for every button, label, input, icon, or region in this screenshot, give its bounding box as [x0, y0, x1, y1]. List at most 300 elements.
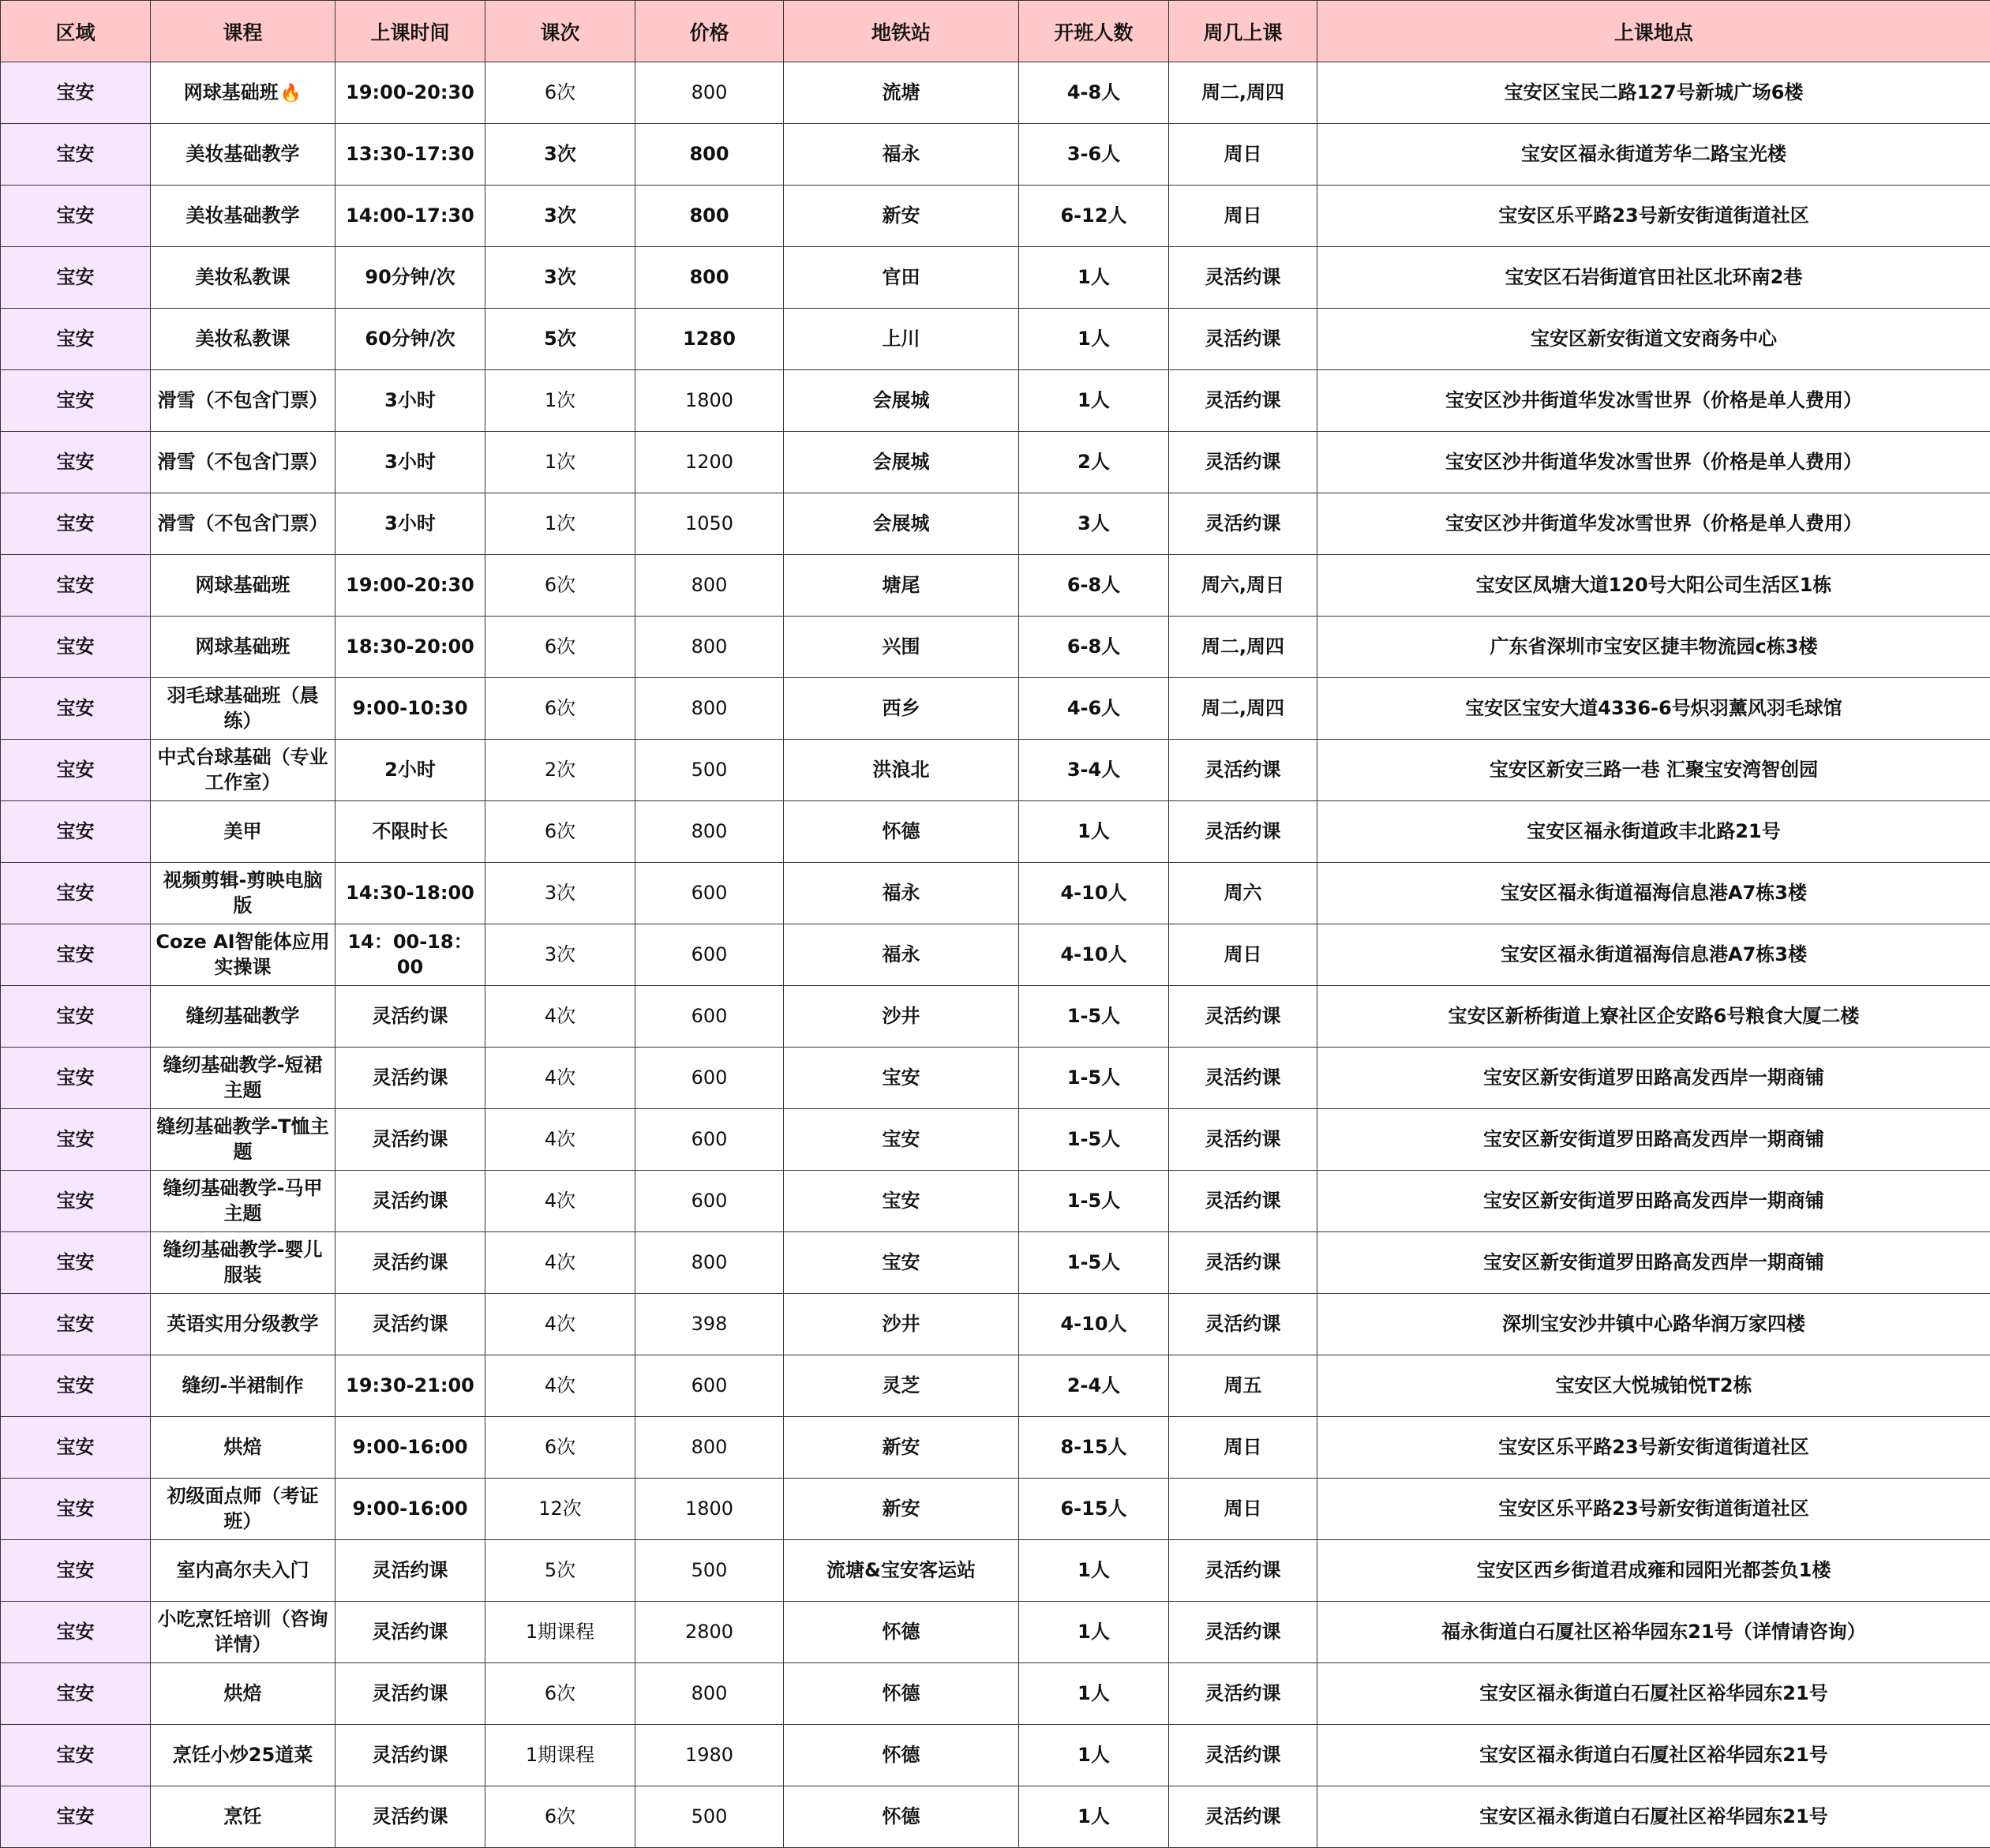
cell-time-text: 灵活约课 [372, 1312, 448, 1335]
cell-sessions [485, 1725, 635, 1786]
table-row [1, 740, 1990, 801]
cell-station-text: 西乡 [882, 696, 920, 719]
cell-course [151, 1171, 335, 1232]
cell-region [1, 924, 151, 986]
cell-weekday-text: 灵活约课 [1205, 1681, 1281, 1704]
cell-station [784, 924, 1019, 986]
cell-time [335, 432, 485, 493]
cell-class-size-text: 1人 [1077, 1681, 1110, 1704]
cell-course-text: 缝纫基础教学-婴儿服装 [163, 1239, 323, 1286]
cell-price-text: 600 [691, 1127, 728, 1150]
header-price: 价格 [635, 1, 784, 62]
cell-price-text: 800 [691, 1250, 728, 1273]
cell-course-text: 美妆私教课 [195, 265, 290, 288]
cell-course-text: 滑雪（不包含门票） [157, 512, 328, 534]
cell-region-text: 宝安 [56, 1497, 95, 1520]
cell-time [335, 1725, 485, 1786]
cell-weekday [1169, 1786, 1317, 1848]
cell-location-text: 宝安区福永街道芳华二路宝光楼 [1521, 142, 1786, 165]
cell-weekday [1169, 1540, 1317, 1602]
cell-price [635, 247, 784, 309]
cell-sessions-text: 6次 [544, 1435, 576, 1458]
cell-location [1317, 1171, 1990, 1232]
table-row [1, 678, 1990, 740]
cell-location [1317, 1355, 1990, 1417]
cell-price-text: 500 [691, 1558, 728, 1581]
cell-class-size-text: 1人 [1077, 388, 1110, 411]
table-row [1, 1663, 1990, 1725]
cell-price [635, 62, 784, 124]
cell-class-size-text: 4-10人 [1060, 943, 1127, 965]
cell-region-text: 宝安 [56, 81, 95, 103]
cell-weekday-text: 周五 [1224, 1374, 1262, 1396]
cell-class-size-text: 6-8人 [1066, 573, 1121, 596]
cell-location-text: 宝安区乐平路23号新安街道街道社区 [1498, 1435, 1809, 1458]
cell-price-text: 800 [689, 142, 729, 165]
cell-course [151, 986, 335, 1048]
cell-class-size [1019, 1602, 1169, 1663]
table-row [1, 1171, 1990, 1232]
cell-class-size-text: 1人 [1077, 1620, 1110, 1643]
cell-weekday-text: 周日 [1224, 943, 1262, 965]
cell-class-size [1019, 1048, 1169, 1109]
cell-region-text: 宝安 [56, 573, 95, 596]
cell-course-text: 视频剪辑-剪映电脑版 [163, 869, 323, 917]
cell-location-text: 宝安区大悦城铂悦T2栋 [1555, 1374, 1752, 1396]
cell-region-text: 宝安 [56, 943, 95, 965]
cell-weekday [1169, 186, 1317, 247]
cell-region-text: 宝安 [56, 1620, 95, 1643]
cell-station-text: 塘尾 [882, 573, 920, 596]
cell-price-text: 500 [691, 758, 728, 781]
cell-region [1, 1232, 151, 1294]
cell-sessions-text: 3次 [544, 204, 576, 227]
cell-sessions-text: 5次 [544, 1558, 576, 1581]
cell-weekday [1169, 740, 1317, 801]
cell-region [1, 309, 151, 370]
header-time: 上课时间 [335, 1, 485, 62]
cell-sessions [485, 370, 635, 432]
cell-course [151, 1232, 335, 1294]
cell-price-text: 800 [691, 81, 728, 103]
table-row [1, 247, 1990, 309]
cell-weekday-text: 周日 [1224, 204, 1262, 227]
cell-price-text: 600 [691, 1004, 728, 1027]
cell-station-text: 福永 [882, 142, 920, 165]
cell-location-text: 宝安区新安街道罗田路高发西岸一期商铺 [1483, 1189, 1824, 1212]
cell-class-size [1019, 863, 1169, 924]
table-row [1, 62, 1990, 124]
cell-location [1317, 617, 1990, 678]
cell-course-text: 烘焙 [223, 1435, 262, 1458]
table-row [1, 1294, 1990, 1355]
cell-region-text: 宝安 [56, 1066, 95, 1089]
cell-weekday-text: 周二,周四 [1201, 81, 1285, 103]
cell-price [635, 555, 784, 617]
table-row [1, 555, 1990, 617]
cell-location [1317, 1109, 1990, 1171]
cell-weekday [1169, 1479, 1317, 1540]
cell-class-size-text: 3-6人 [1066, 142, 1121, 165]
cell-class-size-text: 2人 [1077, 450, 1110, 473]
cell-price [635, 617, 784, 678]
cell-weekday [1169, 555, 1317, 617]
cell-price [635, 1725, 784, 1786]
cell-sessions-text: 4次 [544, 1066, 576, 1089]
cell-station-text: 流塘 [882, 81, 920, 103]
cell-price-text: 1280 [683, 327, 736, 350]
cell-class-size [1019, 1109, 1169, 1171]
cell-weekday [1169, 309, 1317, 370]
cell-region-text: 宝安 [56, 758, 95, 781]
cell-class-size [1019, 432, 1169, 493]
table-row [1, 1417, 1990, 1479]
cell-station [784, 678, 1019, 740]
cell-class-size-text: 1-5人 [1066, 1004, 1121, 1027]
cell-weekday-text: 灵活约课 [1205, 819, 1281, 842]
cell-time-text: 13:30-17:30 [346, 142, 474, 165]
cell-region-text: 宝安 [56, 819, 95, 842]
cell-weekday-text: 灵活约课 [1205, 265, 1281, 288]
cell-station [784, 1602, 1019, 1663]
cell-course-text: 缝纫基础教学-马甲主题 [163, 1177, 323, 1224]
cell-location-text: 宝安区新安街道罗田路高发西岸一期商铺 [1483, 1066, 1824, 1089]
cell-location-text: 宝安区福永街道福海信息港A7栋3楼 [1501, 943, 1807, 965]
cell-weekday [1169, 1663, 1317, 1725]
cell-station [784, 1417, 1019, 1479]
cell-sessions [485, 1171, 635, 1232]
cell-region [1, 432, 151, 493]
cell-time [335, 1109, 485, 1171]
cell-class-size [1019, 555, 1169, 617]
cell-sessions-text: 6次 [544, 819, 576, 842]
cell-course [151, 1663, 335, 1725]
cell-price [635, 1417, 784, 1479]
cell-price-text: 1800 [684, 388, 734, 411]
cell-time [335, 1602, 485, 1663]
cell-location [1317, 1294, 1990, 1355]
cell-weekday [1169, 493, 1317, 555]
cell-price [635, 1171, 784, 1232]
cell-class-size [1019, 370, 1169, 432]
cell-course [151, 62, 335, 124]
cell-location-text: 宝安区乐平路23号新安街道街道社区 [1498, 1497, 1809, 1520]
cell-region-text: 宝安 [56, 512, 95, 534]
cell-location-text: 福永街道白石厦社区裕华园东21号（详情请咨询） [1441, 1620, 1866, 1643]
cell-location-text: 宝安区福永街道白石厦社区裕华园东21号 [1479, 1743, 1828, 1766]
cell-time-text: 60分钟/次 [365, 327, 455, 350]
cell-time-text: 灵活约课 [372, 1681, 448, 1704]
cell-time-text: 14:30-18:00 [346, 881, 474, 904]
cell-station-text: 新安 [882, 1497, 920, 1520]
cell-sessions [485, 801, 635, 863]
cell-sessions [485, 1048, 635, 1109]
cell-station [784, 1109, 1019, 1171]
cell-time [335, 186, 485, 247]
cell-station [784, 432, 1019, 493]
cell-weekday-text: 周六,周日 [1201, 573, 1285, 596]
cell-region-text: 宝安 [56, 1250, 95, 1273]
cell-price-text: 1200 [684, 450, 734, 473]
cell-course [151, 1540, 335, 1602]
cell-weekday [1169, 124, 1317, 186]
cell-weekday-text: 灵活约课 [1205, 1743, 1281, 1766]
cell-course-text: 美妆基础教学 [186, 204, 300, 227]
cell-region [1, 1355, 151, 1417]
cell-course-text: 网球基础班 [183, 81, 279, 103]
cell-course-text: 网球基础班 [195, 635, 290, 658]
cell-class-size-text: 1人 [1077, 1558, 1110, 1581]
cell-time-text: 9:00-16:00 [352, 1435, 468, 1458]
cell-price-text: 800 [691, 696, 728, 719]
cell-class-size [1019, 678, 1169, 740]
cell-time [335, 617, 485, 678]
cell-time-text: 灵活约课 [372, 1004, 448, 1027]
cell-region-text: 宝安 [56, 265, 95, 288]
cell-station-text: 怀德 [882, 1805, 920, 1827]
cell-region [1, 986, 151, 1048]
cell-region-text: 宝安 [56, 204, 95, 227]
cell-price-text: 398 [691, 1312, 728, 1335]
cell-class-size-text: 4-10人 [1060, 881, 1127, 904]
cell-sessions-text: 4次 [544, 1374, 576, 1396]
cell-price-text: 600 [691, 881, 728, 904]
cell-class-size [1019, 1294, 1169, 1355]
cell-region-text: 宝安 [56, 1004, 95, 1027]
cell-location [1317, 1048, 1990, 1109]
cell-price-text: 800 [691, 819, 728, 842]
cell-weekday [1169, 1048, 1317, 1109]
cell-price [635, 1232, 784, 1294]
cell-class-size [1019, 247, 1169, 309]
cell-sessions [485, 740, 635, 801]
cell-sessions [485, 432, 635, 493]
cell-time-text: 灵活约课 [372, 1189, 448, 1212]
cell-weekday [1169, 1171, 1317, 1232]
cell-station [784, 62, 1019, 124]
cell-location [1317, 1602, 1990, 1663]
cell-course [151, 1294, 335, 1355]
cell-location [1317, 740, 1990, 801]
table-body [1, 62, 1990, 1848]
cell-region-text: 宝安 [56, 450, 95, 473]
cell-weekday-text: 灵活约课 [1205, 1620, 1281, 1643]
cell-sessions-text: 1期课程 [525, 1743, 595, 1766]
cell-time-text: 9:00-10:30 [352, 696, 468, 719]
cell-station [784, 1479, 1019, 1540]
cell-station-text: 官田 [882, 265, 920, 288]
cell-sessions-text: 4次 [544, 1127, 576, 1150]
cell-price [635, 986, 784, 1048]
cell-sessions-text: 4次 [544, 1189, 576, 1212]
header-row [1, 1, 1990, 62]
cell-location [1317, 432, 1990, 493]
cell-time [335, 1479, 485, 1540]
cell-class-size [1019, 1417, 1169, 1479]
cell-location-text: 宝安区福永街道白石厦社区裕华园东21号 [1479, 1681, 1828, 1704]
cell-time [335, 986, 485, 1048]
cell-sessions-text: 1次 [544, 388, 576, 411]
cell-sessions-text: 3次 [544, 142, 576, 165]
cell-time [335, 1048, 485, 1109]
cell-class-size [1019, 986, 1169, 1048]
cell-price [635, 1109, 784, 1171]
cell-class-size-text: 6-15人 [1060, 1497, 1127, 1520]
cell-location [1317, 493, 1990, 555]
cell-station [784, 740, 1019, 801]
cell-course [151, 186, 335, 247]
cell-time-text: 18:30-20:00 [346, 635, 474, 658]
cell-station-text: 灵芝 [882, 1374, 920, 1396]
cell-weekday [1169, 801, 1317, 863]
cell-course-text: 羽毛球基础班（晨练） [167, 684, 319, 732]
cell-class-size [1019, 1725, 1169, 1786]
cell-station [784, 863, 1019, 924]
cell-time [335, 924, 485, 986]
cell-sessions-text: 1期课程 [525, 1620, 595, 1643]
cell-class-size [1019, 1786, 1169, 1848]
header-region: 区域 [1, 1, 151, 62]
cell-class-size [1019, 1540, 1169, 1602]
cell-region [1, 62, 151, 124]
cell-weekday-text: 灵活约课 [1205, 1250, 1281, 1273]
cell-location-text: 宝安区凤塘大道120号大阳公司生活区1栋 [1475, 573, 1832, 596]
cell-station [784, 124, 1019, 186]
cell-location-text: 宝安区石岩街道官田社区北环南2巷 [1505, 265, 1803, 288]
cell-price-text: 1800 [684, 1497, 734, 1520]
cell-location [1317, 678, 1990, 740]
cell-sessions [485, 1355, 635, 1417]
cell-course [151, 801, 335, 863]
cell-region-text: 宝安 [56, 1189, 95, 1212]
cell-weekday [1169, 1294, 1317, 1355]
cell-course-text: 烹饪 [223, 1805, 262, 1827]
cell-station [784, 801, 1019, 863]
cell-course [151, 740, 335, 801]
cell-sessions-text: 4次 [544, 1250, 576, 1273]
cell-course-text: 初级面点师（考证班） [167, 1485, 319, 1532]
cell-sessions [485, 1479, 635, 1540]
cell-weekday-text: 灵活约课 [1205, 1312, 1281, 1335]
cell-class-size [1019, 924, 1169, 986]
cell-time-text: 3小时 [384, 512, 436, 534]
cell-sessions-text: 4次 [544, 1312, 576, 1335]
cell-price [635, 924, 784, 986]
cell-region [1, 678, 151, 740]
table-row [1, 617, 1990, 678]
cell-station-text: 怀德 [882, 819, 920, 842]
cell-weekday [1169, 986, 1317, 1048]
cell-location [1317, 247, 1990, 309]
cell-region [1, 617, 151, 678]
cell-weekday-text: 灵活约课 [1205, 388, 1281, 411]
cell-weekday [1169, 617, 1317, 678]
cell-station-text: 会展城 [872, 512, 930, 534]
cell-station [784, 1540, 1019, 1602]
cell-class-size-text: 2-4人 [1066, 1374, 1121, 1396]
cell-time [335, 247, 485, 309]
cell-weekday [1169, 1725, 1317, 1786]
cell-class-size-text: 1-5人 [1066, 1250, 1121, 1273]
cell-region-text: 宝安 [56, 1681, 95, 1704]
cell-region-text: 宝安 [56, 1312, 95, 1335]
table-row [1, 309, 1990, 370]
cell-sessions-text: 3次 [544, 881, 576, 904]
cell-station-text: 沙井 [882, 1312, 920, 1335]
cell-price [635, 1663, 784, 1725]
table-row [1, 1232, 1990, 1294]
cell-time [335, 1232, 485, 1294]
cell-region [1, 1725, 151, 1786]
cell-weekday-text: 灵活约课 [1205, 512, 1281, 534]
table-row [1, 124, 1990, 186]
cell-time-text: 3小时 [384, 450, 436, 473]
cell-region [1, 1294, 151, 1355]
cell-location [1317, 309, 1990, 370]
cell-weekday [1169, 432, 1317, 493]
cell-course-text: 英语实用分级教学 [167, 1312, 319, 1335]
cell-weekday-text: 灵活约课 [1205, 450, 1281, 473]
cell-region [1, 863, 151, 924]
cell-sessions [485, 555, 635, 617]
cell-region-text: 宝安 [56, 1805, 95, 1827]
cell-time [335, 309, 485, 370]
cell-station-text: 流塘&宝安客运站 [826, 1558, 976, 1581]
cell-station-text: 宝安 [882, 1189, 920, 1212]
cell-time [335, 1294, 485, 1355]
cell-location-text: 宝安区福永街道白石厦社区裕华园东21号 [1479, 1805, 1828, 1827]
cell-time-text: 2小时 [384, 758, 436, 781]
cell-price [635, 1479, 784, 1540]
cell-sessions-text: 3次 [544, 265, 576, 288]
cell-class-size [1019, 1663, 1169, 1725]
cell-sessions-text: 2次 [544, 758, 576, 781]
cell-price-text: 600 [691, 1374, 728, 1396]
cell-location [1317, 1232, 1990, 1294]
cell-station-text: 福永 [882, 943, 920, 965]
cell-course [151, 555, 335, 617]
cell-weekday-text: 周二,周四 [1201, 696, 1285, 719]
cell-region [1, 555, 151, 617]
cell-time-text: 19:00-20:30 [346, 81, 474, 103]
cell-price [635, 1294, 784, 1355]
fire-icon: 🔥 [279, 83, 302, 103]
cell-time-text: 19:00-20:30 [346, 573, 474, 596]
cell-price [635, 1540, 784, 1602]
table-row [1, 1786, 1990, 1848]
cell-location [1317, 1540, 1990, 1602]
header-station: 地铁站 [784, 1, 1019, 62]
cell-location [1317, 186, 1990, 247]
cell-course-text: 缝纫-半裙制作 [182, 1374, 304, 1396]
cell-class-size-text: 6-12人 [1060, 204, 1127, 227]
cell-class-size-text: 8-15人 [1060, 1435, 1127, 1458]
cell-class-size-text: 1人 [1077, 819, 1110, 842]
cell-region [1, 1109, 151, 1171]
cell-time [335, 370, 485, 432]
cell-region-text: 宝安 [56, 388, 95, 411]
cell-course [151, 924, 335, 986]
cell-course-text: 滑雪（不包含门票） [157, 388, 328, 411]
cell-price [635, 863, 784, 924]
cell-course-text: 烹饪小炒25道菜 [172, 1743, 313, 1766]
cell-price-text: 800 [689, 204, 729, 227]
cell-location-text: 宝安区西乡街道君成雍和园阳光都荟负1楼 [1476, 1558, 1831, 1581]
cell-location [1317, 986, 1990, 1048]
cell-location [1317, 370, 1990, 432]
cell-station [784, 1786, 1019, 1848]
cell-time-text: 19:30-21:00 [346, 1374, 474, 1396]
